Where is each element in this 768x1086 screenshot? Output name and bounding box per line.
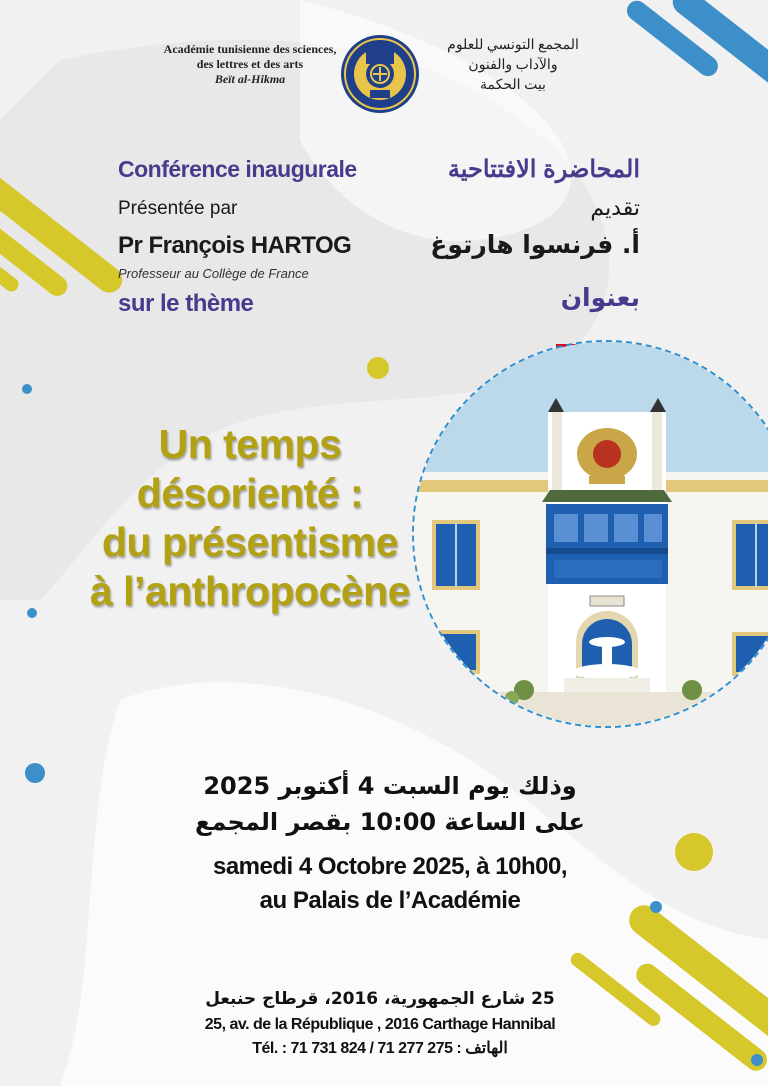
schedule-place-fr: au Palais de l’Académie [259,887,521,914]
talk-title-line3: du présentisme [101,519,399,565]
talk-title-line2: désorienté : [136,470,364,516]
address-fr: 25, av. de la République , 2016 Carthage Hannibal [204,1016,556,1033]
talk-title [60,420,440,616]
academy-name-fr-line2: des lettres et des arts [196,57,304,71]
schedule-place-ar: على الساعة 10:00 بقصر المجمع [195,808,585,836]
academy-name-fr-line3: Beït al-Hikma [214,72,286,86]
academy-name-ar-line1: المجمع التونسي للعلوم والآداب والفنون [447,38,579,73]
conference-title-fr: Conférence inaugurale [118,156,357,182]
presented-by-ar: تقديم [590,196,640,221]
academy-name-fr-line1: Académie tunisienne des sciences, [163,42,337,56]
schedule [160,768,620,918]
speaker-title-fr: Professeur au Collège de France [118,266,309,281]
academy-name-ar-line2: بيت الحكمة [480,78,546,93]
presented-by-fr: Présentée par [118,198,238,219]
academy-name-ar [428,36,598,96]
speaker-name-ar: أ. فرنسوا هارتوغ [430,230,640,259]
theme-label-ar: بعنوان [560,283,640,312]
palace-illustration [414,342,768,728]
conference-title-ar: المحاضرة الافتتاحية [447,156,640,183]
academy-seal-icon [340,34,420,114]
address-block [150,985,610,1061]
academy-name-fr [160,42,340,87]
talk-title-line1: Un temps [158,421,342,467]
schedule-date-fr: samedi 4 Octobre 2025, à 10h00, [212,853,568,880]
schedule-date-ar: وذلك يوم السبت 4 أكتوبر 2025 [203,772,577,800]
talk-title-line4: à l’anthropocène [89,568,411,614]
speaker-name-fr: Pr François HARTOG [118,232,352,259]
theme-label-fr: sur le thème [118,290,254,317]
address-ar: 25 شارع الجمهورية، 2016، قرطاج حنبعل [205,989,555,1009]
phone-numbers: Tél. : 71 731 824 / 71 277 275 : الهاتف [252,1040,508,1057]
